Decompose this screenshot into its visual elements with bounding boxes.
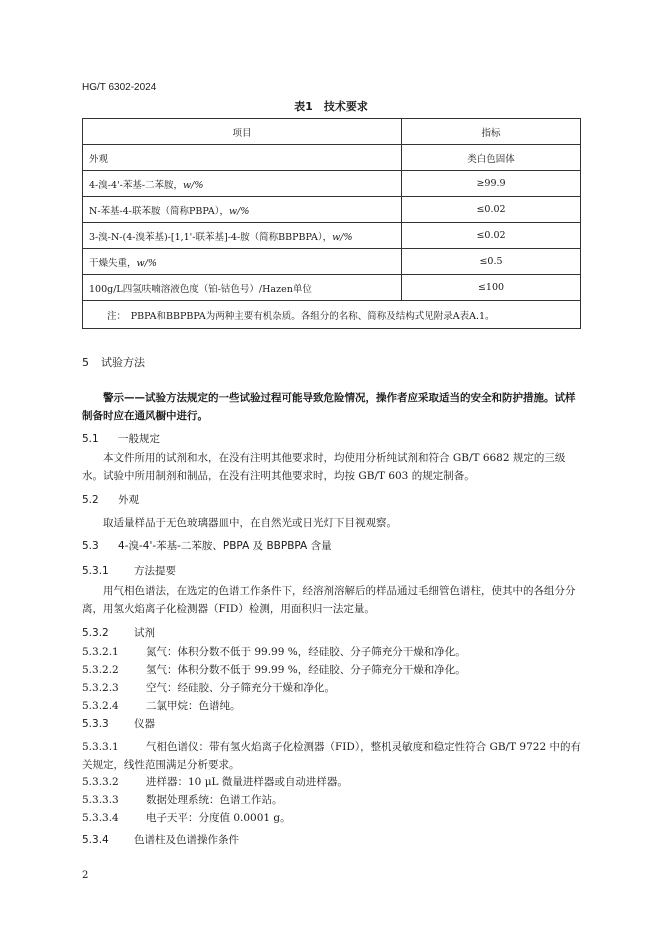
section-number: 5.3.2 — [82, 627, 109, 639]
section-5-1-text: 本文件所用的试剂和水，在没有注明其他要求时，均使用分析纯试剂和符合 GB/T 6682 规定的三级水。试验中所用制剂和制品，在没有注明其他要求时，均按 GB/T 603 的规定制备。 — [82, 452, 566, 482]
table-header-row — [83, 119, 581, 145]
row-item-label: 外观 — [89, 153, 109, 165]
table-note-row — [83, 301, 581, 329]
row-item — [83, 223, 402, 249]
row-item — [83, 145, 402, 171]
section-5-3-2-heading — [82, 625, 155, 640]
table-note: 注： PBPA和BBPBPA为两种主要有机杂质。各组分的名称、简称及结构式见附录A表A.1。 — [83, 301, 581, 329]
item-text: 电子天平：分度值 0.0001 g。 — [146, 812, 291, 824]
section-title: 方法提要 — [134, 565, 176, 577]
item-number: 5.3.3.2 — [82, 776, 119, 788]
section-title: 外观 — [118, 494, 139, 506]
item-text: 二氯甲烷：色谱纯。 — [146, 700, 241, 712]
section-title: 色谱柱及色谱操作条件 — [134, 834, 239, 846]
item-text: 氮气：体积分数不低于 99.99 %，经硅胶、分子筛充分干燥和净化。 — [146, 646, 466, 658]
column-header-item: 项目 — [83, 119, 402, 145]
item-number: 5.3.3.1 — [82, 741, 119, 753]
standard-code: HG/T 6302-2024 — [82, 82, 157, 93]
item-number: 5.3.2.2 — [82, 664, 119, 676]
section-5-3-heading — [82, 538, 332, 553]
table-row — [83, 145, 581, 171]
row-item-unit: w/% — [229, 205, 250, 217]
section-number: 5.3 — [82, 540, 99, 552]
section-number: 5.1 — [82, 433, 99, 445]
item-text: 气相色谱仪：带有氢火焰离子化检测器（FID），整机灵敏度和稳定性符合 GB/T 9722 中的有关规定，线性范围满足分析要求。 — [82, 741, 581, 771]
section-5-3-3-heading — [82, 716, 155, 731]
row-item — [83, 275, 402, 301]
section-title: 仪器 — [134, 718, 155, 730]
table-row — [83, 275, 581, 301]
row-item-label: 干燥失重， — [89, 257, 137, 269]
row-value: ≥99.9 — [402, 171, 581, 197]
section-number: 5.3.3 — [82, 718, 109, 730]
item-number: 5.3.2.4 — [82, 700, 119, 712]
reagent-item — [82, 644, 466, 659]
reagent-item — [82, 662, 466, 677]
item-text: 氢气：体积分数不低于 99.99 %，经硅胶、分子筛充分干燥和净化。 — [146, 664, 466, 676]
item-number: 5.3.3.3 — [82, 794, 119, 806]
section-number: 5.2 — [82, 494, 99, 506]
warning-paragraph: 警示——试验方法规定的一些试验过程可能导致危险情况，操作者应采取适当的安全和防护措施。试样制备时应在通风橱中进行。 — [82, 392, 576, 422]
column-header-value: 指标 — [402, 119, 581, 145]
item-number: 5.3.2.1 — [82, 646, 119, 658]
section-5-2-heading — [82, 492, 139, 507]
instrument-item — [82, 774, 348, 789]
row-item-label: 4-溴-4'-苯基-二苯胺， — [89, 179, 184, 191]
row-item — [83, 249, 402, 275]
table-title: 表1 技术要求 — [294, 100, 368, 113]
item-text: 数据处理系统：色谱工作站。 — [146, 794, 283, 806]
instrument-item — [82, 792, 283, 807]
page-number: 2 — [82, 870, 89, 881]
section-title: 一般规定 — [118, 433, 160, 445]
section-title: 试剂 — [134, 627, 155, 639]
row-value: 类白色固体 — [402, 145, 581, 171]
row-value: ≤0.02 — [402, 197, 581, 223]
reagent-item — [82, 680, 335, 695]
row-value: ≤0.5 — [402, 249, 581, 275]
section-5-1-heading — [82, 431, 160, 446]
table-row — [83, 197, 581, 223]
item-text: 进样器：10 μL 微量进样器或自动进样器。 — [146, 776, 348, 788]
item-number: 5.3.3.4 — [82, 812, 119, 824]
table-row — [83, 249, 581, 275]
row-item-unit: w/% — [183, 179, 204, 191]
item-text: 空气：经硅胶、分子筛充分干燥和净化。 — [146, 682, 335, 694]
row-item-label: 100g/L四氢呋喃溶液色度（铂-钴色号）/Hazen单位 — [89, 283, 312, 295]
technical-requirements-table — [82, 118, 581, 329]
section-5-3-4-heading — [82, 832, 239, 847]
row-value: ≤0.02 — [402, 223, 581, 249]
section-title: 4-溴-4'-苯基-二苯胺、PBPA 及 BBPBPA 含量 — [118, 540, 332, 552]
table-row — [83, 223, 581, 249]
section-5-2-text: 取适量样品于无色玻璃器皿中，在自然光或日光灯下目视观察。 — [103, 517, 397, 529]
section-5-3-1-text: 用气相色谱法，在选定的色谱工作条件下，经溶剂溶解后的样品通过毛细管色谱柱，使其中的各组分分离，用氢火焰离子化检测器（FID）检测，用面积归一法定量。 — [82, 585, 576, 615]
section-number: 5.3.4 — [82, 834, 109, 846]
instrument-item-5-3-3-1 — [82, 738, 582, 774]
instrument-item — [82, 810, 291, 825]
row-item-label: N-苯基-4-联苯胺（简称PBPA）， — [89, 205, 229, 217]
row-item-label: 3-溴-N-(4-溴苯基)-[1,1'-联苯基]-4-胺（简称BBPBPA）， — [89, 231, 333, 243]
section-5-3-1-heading — [82, 563, 176, 578]
row-item-unit: w/% — [136, 257, 157, 269]
table-row — [83, 171, 581, 197]
row-value: ≤100 — [402, 275, 581, 301]
item-number: 5.3.2.3 — [82, 682, 119, 694]
row-item — [83, 197, 402, 223]
section-title: 试验方法 — [101, 356, 145, 369]
section-number: 5.3.1 — [82, 565, 109, 577]
section-5-heading — [82, 354, 145, 370]
reagent-item — [82, 698, 241, 713]
section-number: 5 — [82, 356, 89, 369]
row-item — [83, 171, 402, 197]
row-item-unit: w/% — [332, 231, 353, 243]
